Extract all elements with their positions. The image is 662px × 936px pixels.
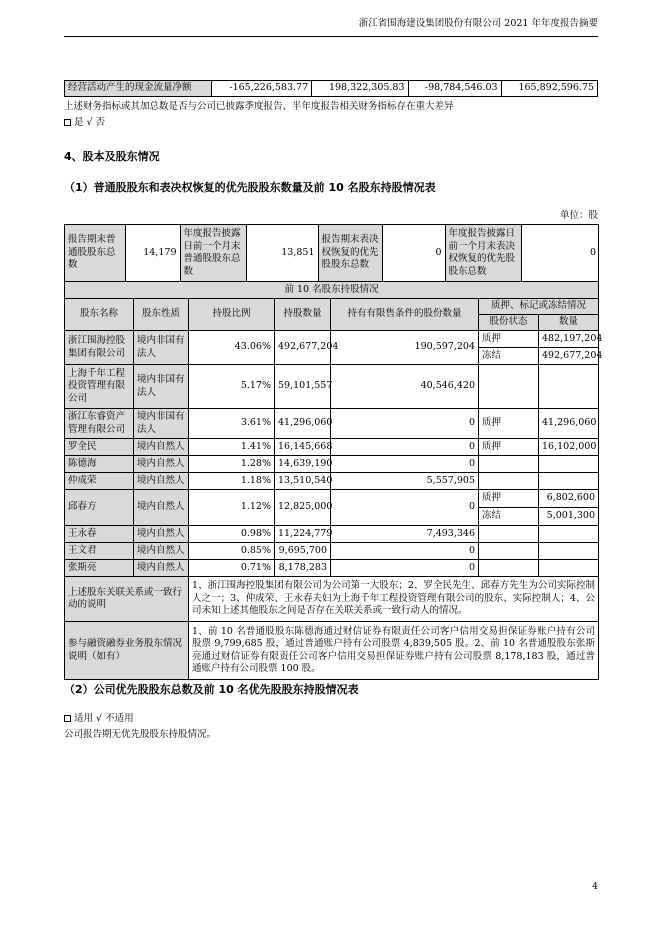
holding-qty: 12,825,000 — [275, 490, 331, 526]
restricted-qty: 7,493,346 — [331, 526, 479, 543]
unit-label: 单位：股 — [559, 210, 598, 221]
report-title: 浙江省围海建设集团股份有限公司 2021 年年度报告摘要 — [358, 18, 598, 29]
discrepancy-question: 上述财务指标或其加总数是否与公司已披露季度报告、半年度报告相关财务指标存在重大差异 — [64, 101, 454, 112]
subsection-title: （2）公司优先股股东总数及前 10 名优先股股东持股情况表 — [64, 683, 359, 696]
share-amount: 41,296,060 — [539, 409, 599, 439]
restricted-qty: 0 — [331, 560, 479, 577]
restricted-qty: 0 — [331, 490, 479, 526]
shareholder-name: 邱春方 — [65, 490, 134, 526]
cashflow-value: 198,322,305.83 — [312, 81, 408, 97]
cashflow-table — [64, 80, 598, 97]
shareholder-name: 王永春 — [65, 526, 134, 543]
top10-title: 前 10 名股东持股情况 — [65, 282, 599, 299]
shareholder-nature: 境内自然人 — [134, 490, 189, 526]
holding-ratio: 3.61% — [189, 409, 275, 439]
summary-row — [65, 225, 599, 282]
table-row — [65, 81, 598, 97]
column-header: 持有有限售条件的股份数量 — [331, 299, 479, 331]
page-header — [64, 14, 598, 37]
checkbox-icon — [64, 715, 71, 722]
holding-ratio: 0.71% — [189, 560, 275, 577]
restricted-qty: 5,557,905 — [331, 473, 479, 490]
preferred-note: 公司报告期无优先股股东持股情况。 — [64, 729, 217, 740]
table-row — [65, 473, 599, 490]
column-header: 股东名称 — [65, 299, 134, 331]
summary-label: 年度报告披露日前一个月末表决权恢复的优先股股东总数 — [445, 225, 521, 281]
relation-label: 上述股东关联关系或一致行动的说明 — [65, 577, 189, 622]
shareholder-nature: 境内自然人 — [134, 439, 189, 456]
share-status: 冻结 — [479, 508, 539, 526]
margin-text: 1、前 10 名普通股股东陈德海通过财信证券有限责任公司客户信用交易担保证券账户持有公司股票 9,799,685 股，通过普通账户持有公司股票 4,839,505 股。2、前 10 名普通股股东张斯亮通过财信证券有限责任公司客户信用交易担保证券账户持有公司股票 8,178,183 股，通过普通账户持有公司股票 100 股。 — [189, 622, 599, 680]
shareholder-nature: 境内非国有法人 — [134, 409, 189, 439]
shareholder-nature: 境内自然人 — [134, 456, 189, 473]
checkbox-icon — [64, 119, 71, 126]
summary-value: 0 — [382, 225, 445, 281]
summary-label: 年度报告披露日前一个月末普通股股东总数 — [180, 225, 246, 281]
table-row — [65, 526, 599, 543]
holding-qty: 13,510,540 — [275, 473, 331, 490]
summary-label: 报告期末普通股股东总数 — [65, 225, 125, 281]
share-status — [479, 456, 539, 473]
shareholder-name: 上海千年工程投资管理有限公司 — [65, 365, 134, 409]
margin-label: 参与融资融券业务股东情况说明（如有） — [65, 622, 189, 680]
discrepancy-options-text: 是 √ 否 — [74, 117, 106, 128]
holding-ratio: 43.06% — [189, 331, 275, 365]
holding-ratio: 1.18% — [189, 473, 275, 490]
holding-qty: 41,296,060 — [275, 409, 331, 439]
restricted-qty: 0 — [331, 456, 479, 473]
shareholder-nature: 境内自然人 — [134, 560, 189, 577]
share-amount — [539, 473, 599, 490]
share-status — [479, 560, 539, 577]
holding-ratio: 1.12% — [189, 490, 275, 526]
column-header: 股东性质 — [134, 299, 189, 331]
share-status — [479, 365, 539, 409]
discrepancy-options — [64, 116, 105, 129]
shareholder-name: 王文君 — [65, 543, 134, 560]
holding-ratio: 0.85% — [189, 543, 275, 560]
table-row — [65, 331, 599, 348]
shareholder-name: 张斯亮 — [65, 560, 134, 577]
cashflow-label: 经营活动产生的现金流量净额 — [65, 81, 212, 97]
table-row — [65, 365, 599, 409]
page-number: 4 — [591, 881, 598, 892]
holding-qty: 9,695,700 — [275, 543, 331, 560]
holding-qty: 11,224,779 — [275, 526, 331, 543]
share-status — [479, 543, 539, 560]
share-amount — [539, 526, 599, 543]
shareholder-table — [64, 224, 603, 680]
shareholder-nature: 境内非国有法人 — [134, 365, 189, 409]
share-status: 质押 — [479, 331, 539, 348]
column-header: 持股比例 — [189, 299, 275, 331]
summary-value: 14,179 — [125, 225, 180, 281]
cashflow-value: -165,226,583.77 — [212, 81, 312, 97]
table-row — [65, 543, 599, 560]
holding-ratio: 5.17% — [189, 365, 275, 409]
share-amount: 492,677,204 — [539, 348, 599, 365]
table-row — [65, 409, 599, 439]
share-amount — [539, 543, 599, 560]
cashflow-value: 165,892,596.75 — [501, 81, 597, 97]
applicable-options — [64, 712, 134, 725]
holding-qty: 16,145,668 — [275, 439, 331, 456]
shareholder-nature: 境内自然人 — [134, 543, 189, 560]
column-header: 股份状态 — [479, 315, 539, 331]
shareholder-name: 陈德海 — [65, 456, 134, 473]
table-row — [65, 439, 599, 456]
shareholder-nature: 境内自然人 — [134, 473, 189, 490]
shareholder-name: 仲成荣 — [65, 473, 134, 490]
share-amount — [539, 560, 599, 577]
share-amount — [539, 456, 599, 473]
column-header: 持股数量 — [275, 299, 331, 331]
section-title: 4、股本及股东情况 — [64, 150, 160, 163]
table-row — [65, 560, 599, 577]
share-amount — [539, 365, 599, 409]
share-amount: 6,802,600 — [539, 490, 599, 508]
shareholder-nature: 境内自然人 — [134, 526, 189, 543]
cashflow-value: -98,784,546.03 — [408, 81, 501, 97]
restricted-qty: 40,546,420 — [331, 365, 479, 409]
share-status: 质押 — [479, 409, 539, 439]
table-row — [65, 622, 599, 680]
table-row — [65, 577, 599, 622]
share-amount: 16,102,000 — [539, 439, 599, 456]
share-amount: 482,197,204 — [539, 331, 599, 348]
holding-qty: 8,178,283 — [275, 560, 331, 577]
share-status: 质押 — [479, 490, 539, 508]
restricted-qty: 0 — [331, 543, 479, 560]
applicable-options-text: 适用 √ 不适用 — [74, 713, 134, 724]
relation-text: 1、浙江围海控股集团有限公司为公司第一大股东；2、罗全民先生、邱春方先生为公司实际控制人之一；3、仲成荣、王永春夫妇为上海千年工程投资管理有限公司的股东、实际控制人；4、公司未知上述其他股东之间是否存在关联关系或一致行动人的情况。 — [189, 577, 599, 622]
column-header: 质押、标记或冻结情况 — [479, 299, 599, 315]
summary-value: 13,851 — [246, 225, 318, 281]
summary-value: 0 — [521, 225, 599, 281]
holding-qty: 59,101,557 — [275, 365, 331, 409]
column-header: 数量 — [539, 315, 599, 331]
summary-label: 报告期末表决权恢复的优先股股东总数 — [318, 225, 382, 281]
holding-qty: 14,639,190 — [275, 456, 331, 473]
restricted-qty: 0 — [331, 439, 479, 456]
table-row — [65, 490, 599, 508]
restricted-qty: 0 — [331, 409, 479, 439]
subsection-title: （1）普通股股东和表决权恢复的优先股股东数量及前 10 名股东持股情况表 — [64, 181, 436, 194]
holding-ratio: 1.28% — [189, 456, 275, 473]
shareholder-name: 浙江东睿资产管理有限公司 — [65, 409, 134, 439]
shareholder-name: 浙江围海控股集团有限公司 — [65, 331, 134, 365]
table-row — [65, 456, 599, 473]
holding-ratio: 1.41% — [189, 439, 275, 456]
share-status: 质押 — [479, 439, 539, 456]
share-amount: 5,001,300 — [539, 508, 599, 526]
shareholder-name: 罗全民 — [65, 439, 134, 456]
share-status — [479, 473, 539, 490]
shareholder-nature: 境内非国有法人 — [134, 331, 189, 365]
share-status: 冻结 — [479, 348, 539, 365]
holding-ratio: 0.98% — [189, 526, 275, 543]
restricted-qty: 190,597,204 — [331, 331, 479, 365]
holding-qty: 492,677,204 — [275, 331, 331, 365]
share-status — [479, 526, 539, 543]
